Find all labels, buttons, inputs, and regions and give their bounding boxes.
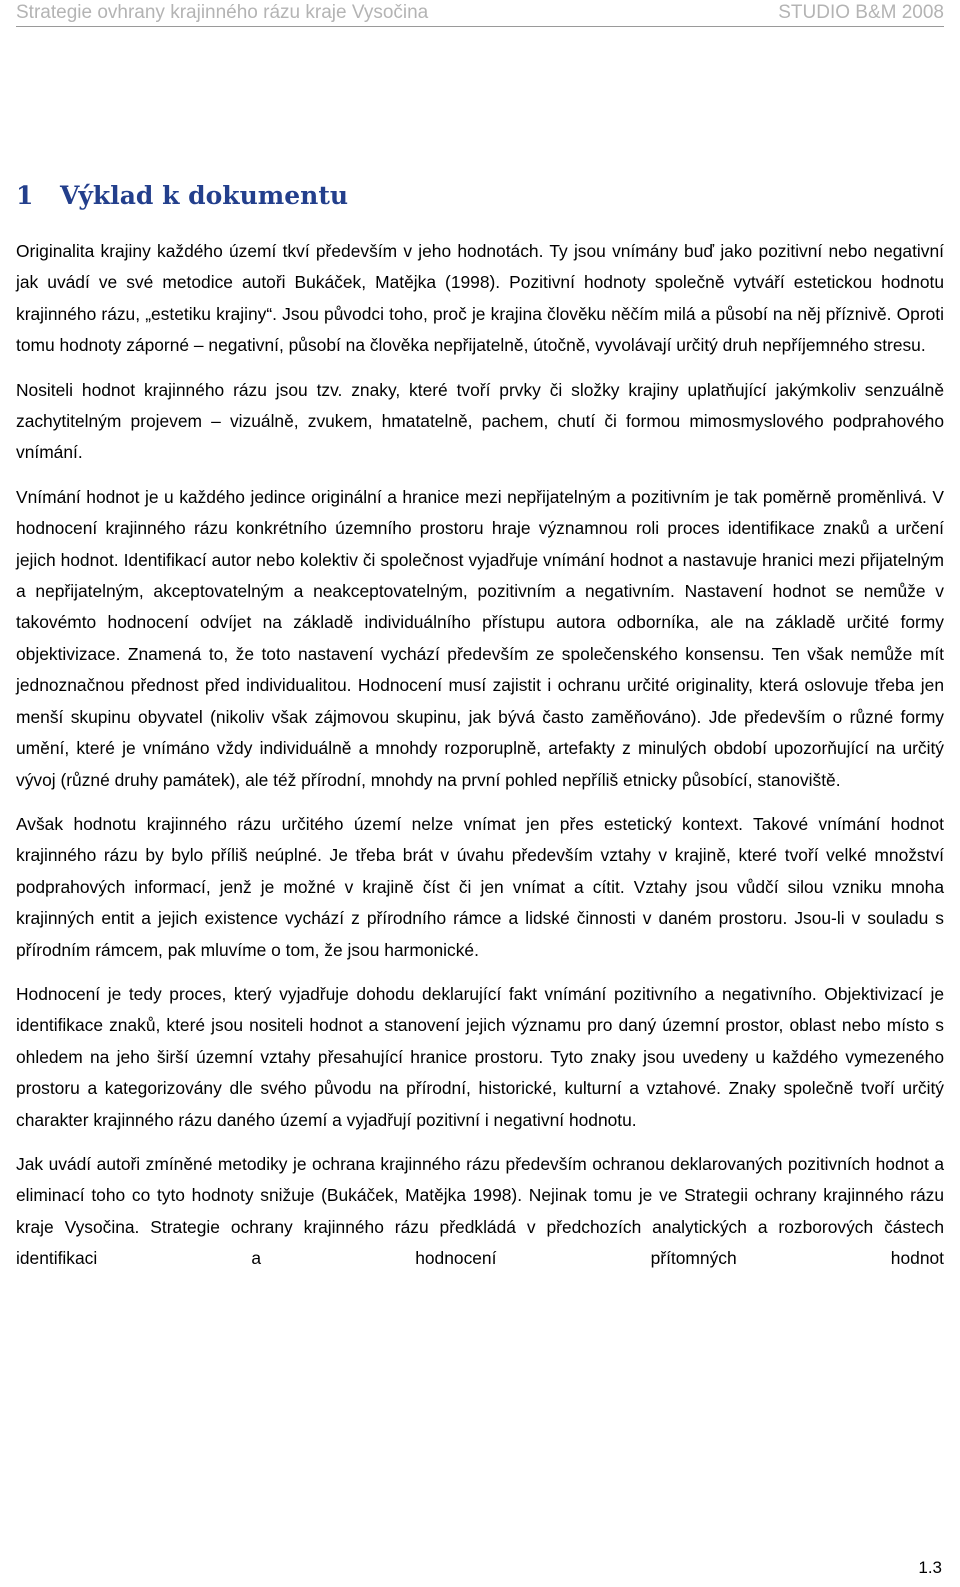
paragraph-value-carriers: Nositeli hodnot krajinného rázu jsou tzv. znaky, které tvoří prvky či složky krajiny uplatňující jakýmkoliv senzuálně zachytitelným projevem – vizuálně, zvukem, hmatatelně, pachem, chutí či formou mimosmyslového podprahového vnímání. — [16, 379, 944, 463]
page-header — [16, 0, 944, 27]
header-document-title: Strategie ovhrany krajinného rázu kraje Vysočina — [16, 2, 429, 23]
paragraph-protection: Jak uvádí autoři zmíněné metodiky je ochrana krajinného rázu především ochranou deklarovaných pozitivních hodnot a eliminací toho co tyto hodnoty snižuje (Bukáček, Matějka 1998). Nejinak tomu je ve Strategii ochrany krajinného rázu kraje Vysočina. Strategie ochrany krajinného rázu předkládá v předchozích analytických a rozborových částech identifikaci a hodnocení přítomných hodnot — [16, 1153, 944, 1269]
section-heading — [16, 178, 348, 214]
paragraph-aesthetic-context: Avšak hodnotu krajinného rázu určitého území nelze vnímat jen přes estetický kontext. Takové vnímání hodnot krajinného rázu by bylo příliš neúplné. Je třeba brát v úvahu především vztahy v krajině, které tvoří velké množství podprahových informací, jenž je možné v krajině číst či jen vnímat a cítit. Vztahy jsou vůdčí silou vzniku mnoha krajinných entit a jejich existence vychází z přírodního rámce a lidské činnosti v daném prostoru. Jsou-li v souladu s přírodním rámcem, pak mluvíme o tom, že jsou harmonické. — [16, 813, 944, 960]
document-body — [16, 236, 944, 1275]
section-number: 1 — [16, 181, 34, 210]
paragraph-evaluation-process: Hodnocení je tedy proces, který vyjadřuje dohodu deklarující fakt vnímání pozitivního a negativního. Objektivizací je identifikace znaků, které jsou nositeli hodnot a stanovení jejich významu pro daný územní prostor, oblast nebo místo s ohledem na jeho širší územní vztahy přesahující hranice prostoru. Tyto znaky jsou uvedeny u každého vymezeného prostoru a kategorizovány dle svého původu na přírodní, historické, kulturní a vztahové. Znaky společně tvoří určitý charakter krajinného rázu daného území a vyjadřují pozitivní i negativní hodnotu. — [16, 983, 944, 1130]
paragraph-originality: Originalita krajiny každého území tkví především v jeho hodnotách. Ty jsou vnímány buď jako pozitivní nebo negativní jak uvádí ve své metodice autoři Bukáček, Matějka (1998). Pozitivní hodnoty společně vytváří estetickou hodnotu krajinného rázu, „estetiku krajiny“. Jsou původci toho, proč je krajina člověku něčím milá a působí na něj příznivě. Oproti tomu hodnoty záporné – negativní, působí na člověka nepřijatelně, útočně, vyvolávají určitý druh nepříjemného stresu. — [16, 241, 944, 356]
page-number: 1.3 — [918, 1558, 942, 1577]
header-studio-label: STUDIO B&M 2008 — [778, 2, 944, 23]
paragraph-perception: Vnímání hodnot je u každého jedince originální a hranice mezi nepřijatelným a pozitivním je tak poměrně proměnlivá. V hodnocení krajinného rázu konkrétního územního prostoru hraje významnou roli proces identifikace znaků a určení jejich hodnot. Identifikací autor nebo kolektiv či společnost vyjadřuje vnímání hodnot a nastavuje hranici mezi přijatelným a nepřijatelným, akceptovatelným a neakceptovatelným, pozitivním a negativním. Nastavení hodnot se nemůže v takovémto hodnocení odvíjet na základě individuálního přístupu autora odborníka, ale na základě určité formy objektivizace. Znamená to, že toto nastavení vychází především ze společenského konsensu. Ten však nemůže mít jednoznačnou přednost před individualitou. Hodnocení musí zajistit i ochranu určité originality, která oslovuje třeba jen menší skupinu obyvatel (nikoliv však zájmovou skupinu, jak bývá často zaměňováno). Jde především o různé formy umění, které je vnímáno vždy individuálně a mnohdy rozporuplně, artefakty z minulých období upozorňující na určitý vývoj (různé druhy památek), ale též přírodní, mnohdy na první pohled nepříliš etnicky působící, stanoviště. — [16, 486, 944, 790]
section-title: Výklad k dokumentu — [60, 181, 349, 210]
